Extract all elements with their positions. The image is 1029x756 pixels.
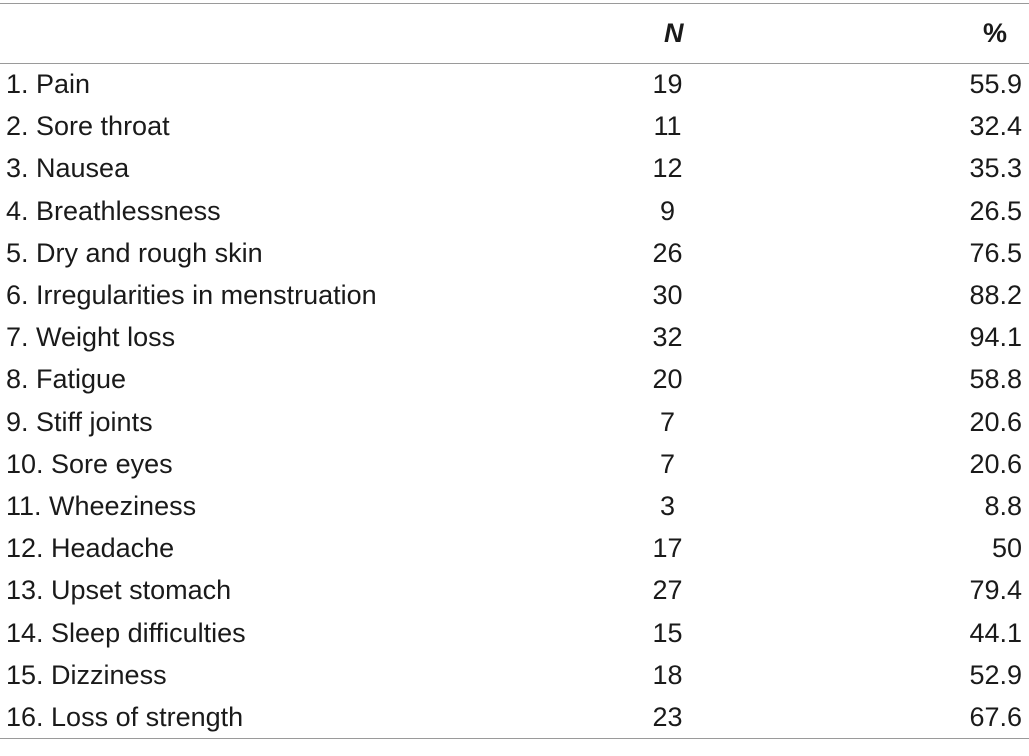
symptom-label: 5. Dry and rough skin [6, 237, 263, 268]
table-row [0, 443, 1029, 485]
count-value: 20 [652, 364, 683, 395]
table-row [0, 148, 1029, 190]
percent-value: 35.3 [969, 153, 1022, 184]
symptom-table [0, 3, 1029, 739]
symptom-label: 16. Loss of strength [6, 701, 244, 732]
percent-value: 88.2 [969, 280, 1022, 311]
table-row [0, 190, 1029, 232]
count-value: 12 [652, 153, 683, 184]
header-label [0, 4, 590, 64]
percent-value: 50 [991, 533, 1022, 564]
table-row [0, 64, 1029, 106]
symptom-label: 1. Pain [6, 69, 91, 100]
count-value: 11 [653, 111, 682, 142]
symptom-label: 11. Wheeziness [6, 490, 197, 521]
table-row [0, 317, 1029, 359]
symptom-label: 4. Breathlessness [6, 195, 221, 226]
symptom-label: 13. Upset stomach [6, 575, 232, 606]
symptom-label: 6. Irregularities in menstruation [6, 280, 377, 311]
count-value: 19 [652, 69, 683, 100]
table-row [0, 401, 1029, 443]
count-value: 7 [659, 448, 676, 479]
table-row [0, 359, 1029, 401]
table-body [0, 64, 1029, 739]
percent-value: 79.4 [969, 575, 1022, 606]
table-header [0, 4, 1029, 64]
percent-value: 32.4 [969, 111, 1022, 142]
header-percent: % [982, 18, 1007, 48]
table-row [0, 274, 1029, 316]
table-row [0, 612, 1029, 654]
count-value: 9 [659, 195, 676, 226]
symptom-label: 8. Fatigue [6, 364, 127, 395]
count-value: 15 [652, 617, 683, 648]
table-row [0, 570, 1029, 612]
symptom-label: 3. Nausea [6, 153, 130, 184]
count-value: 17 [652, 533, 683, 564]
percent-value: 94.1 [969, 322, 1022, 353]
percent-value: 67.6 [969, 701, 1022, 732]
symptom-label: 7. Weight loss [6, 322, 176, 353]
count-value: 18 [652, 659, 683, 690]
count-value: 26 [652, 237, 683, 268]
header-row [0, 4, 1029, 64]
percent-value: 52.9 [969, 659, 1022, 690]
count-value: 7 [659, 406, 676, 437]
symptom-label: 12. Headache [6, 533, 175, 564]
table-row [0, 232, 1029, 274]
count-value: 3 [659, 490, 676, 521]
percent-value: 55.9 [969, 69, 1022, 100]
count-value: 27 [652, 575, 683, 606]
percent-value: 76.5 [969, 237, 1022, 268]
header-n: N [664, 18, 684, 48]
symptom-label: 9. Stiff joints [6, 406, 153, 437]
percent-value: 58.8 [969, 364, 1022, 395]
symptom-label: 2. Sore throat [6, 111, 170, 142]
percent-value: 20.6 [969, 406, 1022, 437]
count-value: 30 [652, 280, 683, 311]
table-row [0, 528, 1029, 570]
table-row [0, 654, 1029, 696]
symptom-label: 15. Dizziness [6, 659, 167, 690]
percent-value: 8.8 [984, 490, 1022, 521]
count-value: 23 [652, 701, 683, 732]
symptom-table-container [0, 3, 1029, 739]
table-row [0, 696, 1029, 738]
symptom-label: 14. Sleep difficulties [6, 617, 246, 648]
table-row [0, 106, 1029, 148]
table-row [0, 485, 1029, 527]
percent-value: 20.6 [969, 448, 1022, 479]
percent-value: 26.5 [969, 195, 1022, 226]
percent-value: 44.1 [969, 617, 1022, 648]
symptom-label: 10. Sore eyes [6, 448, 173, 479]
count-value: 32 [652, 322, 683, 353]
